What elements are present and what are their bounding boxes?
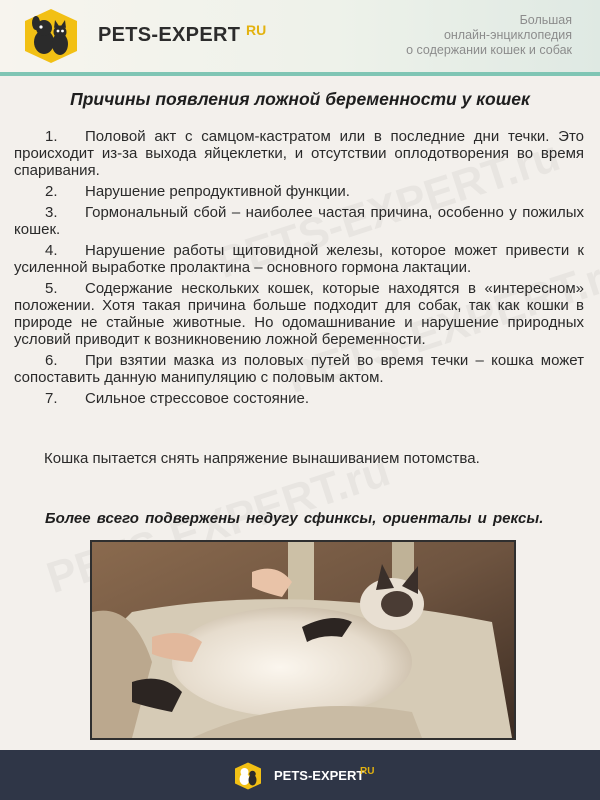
- list-item-number: 5.: [45, 280, 58, 297]
- footer-brand-name[interactable]: PETS-EXPERT: [274, 768, 365, 783]
- cat-photo: [90, 540, 516, 740]
- list-item-text: Нарушение работы щитовидной железы, которое может привести к усиленной выработке пролактина – основного гормона лактации.: [14, 242, 584, 276]
- tagline-line-2: онлайн-энциклопедия: [443, 28, 572, 42]
- list-item: [14, 390, 584, 407]
- list-item-number: 1.: [45, 128, 58, 145]
- cat-photo-illustration: [92, 542, 514, 738]
- site-header: [0, 0, 600, 72]
- list-item: [14, 280, 584, 348]
- breeds-callout: Более всего подвержены недугу сфинксы, ориенталы и рексы.: [45, 510, 544, 527]
- footer-brand-tld: RU: [360, 766, 375, 777]
- stress-note: Кошка пытается снять напряжение вынашиванием потомства.: [44, 450, 480, 467]
- list-item-number: 7.: [45, 390, 58, 407]
- list-item-text: Гормональный сбой – наиболее частая причина, особенно у пожилых кошек.: [14, 204, 584, 238]
- header-divider: [0, 72, 600, 76]
- list-item: [14, 242, 584, 276]
- list-item-number: 4.: [45, 242, 58, 259]
- list-item-text: При взятии мазка из половых путей во время течки – кошка может сопоставить данную манипуляцию с половым актом.: [14, 352, 584, 386]
- article-title: Причины появления ложной беременности у кошек: [70, 89, 530, 109]
- list-item: [14, 128, 584, 179]
- list-item: [14, 183, 584, 200]
- site-tagline: [406, 13, 572, 58]
- causes-list: [14, 128, 584, 411]
- tagline-line-1: Большая: [519, 13, 572, 27]
- list-item-text: Половой акт с самцом-кастратом или в последние дни течки. Это происходит из-за выхода яйцеклетки, и отсутствии оплодотворения во время спаривания.: [14, 128, 584, 179]
- list-item-number: 2.: [45, 183, 58, 200]
- list-item-text: Содержание нескольких кошек, которые находятся в «интересном» положении. Хотя такая причина больше подходит для собак, так как кошки в природе не стайные животные. Но одомашнивание и нарушение природных условий приводит к возникновению ложной беременности.: [14, 280, 584, 348]
- brand-tld: RU: [246, 22, 267, 38]
- site-footer: [0, 750, 600, 800]
- list-item-text: Нарушение репродуктивной функции.: [85, 183, 350, 200]
- list-item-number: 3.: [45, 204, 58, 221]
- cat-and-dog-logo-icon[interactable]: [232, 762, 264, 790]
- list-item-number: 6.: [45, 352, 58, 369]
- brand-name[interactable]: PETS-EXPERT: [98, 24, 241, 46]
- list-item: [14, 204, 584, 238]
- cat-and-dog-logo-icon[interactable]: [22, 8, 80, 64]
- list-item-text: Сильное стрессовое состояние.: [85, 390, 309, 407]
- list-item: [14, 352, 584, 386]
- tagline-line-3: о содержании кошек и собак: [406, 43, 572, 57]
